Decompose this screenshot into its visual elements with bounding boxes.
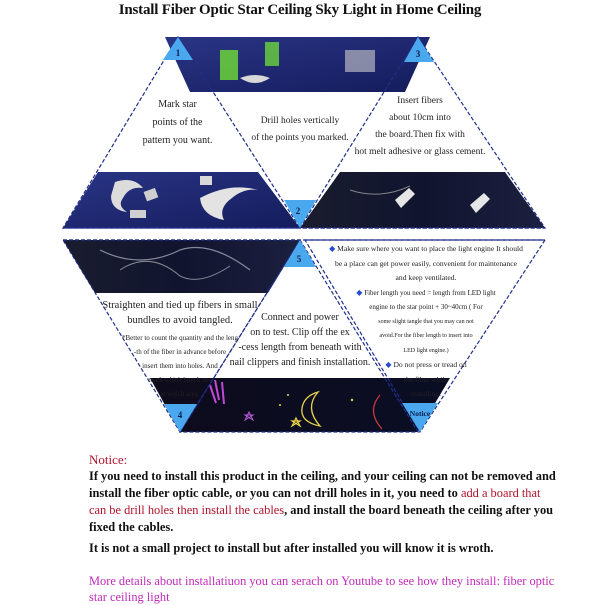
notice-line: installing. [410,389,442,398]
notice-line: Make sure where you want to place the light engine It should [337,244,523,253]
step-5-line: Connect and power [261,312,339,323]
step-4-note-line: mark which bunch use [148,376,212,384]
notice-item-3 [315,358,537,402]
step-4-note-line: insert them into holes. And [142,362,218,370]
notice-line: be a place can get power easily, convenient for maintenance [334,258,518,268]
top-photo-strip [165,37,430,92]
diamond-bullet-icon: ◆ [385,360,392,369]
step-5-line: on to test. Clip off the ex [250,327,350,338]
svg-text:4: 4 [177,410,183,420]
svg-text:3: 3 [415,49,421,59]
step-1-line: Mark star [158,99,197,110]
page-title: Install Fiber Optic Star Ceiling Sky Light in Home Ceiling [118,2,482,18]
notice-text: If you need to install this product in the ceiling, and your ceiling can not be removed and install the fiber optic cable, or you can not drill holes in it, you need to [89,469,556,500]
notice-line: Do not press or tread on [393,360,467,369]
step-4-line: Straighten and tied up fibers in small [102,300,258,311]
notice-line: engine to the star point + 30~40cm ( For [369,303,483,311]
svg-text:1: 1 [175,48,181,58]
step-1-line: pattern you want. [142,135,213,146]
notice-line: and keep ventilated. [395,273,457,282]
notice-item-2 [315,286,537,359]
diamond-bullet-icon: ◆ [356,287,363,297]
svg-text:2: 2 [295,206,301,216]
step-2-line: Drill holes vertically [260,116,340,126]
step-4-note-line: -th of the fiber in advance before [133,348,227,356]
step-4-note-line: at which area. [160,390,200,398]
bottom-left-photo-strip [63,240,300,293]
top-right-photo-strip [300,172,545,228]
step-3-line: the board.Then fix with [375,130,465,140]
notice-item-1 [315,242,537,286]
step-1-line: points of the [152,117,203,128]
step-3-line: hot melt adhesive or glass cement. [354,147,486,157]
more-details-text: More details about installatiuon you can serach on Youtube to see how they install: fiber optic star ceiling light [89,574,555,604]
step-4-note-line: *Better to count the quantity and the leng [121,334,239,342]
diamond-bullet-icon: ◆ [329,244,336,253]
notice-paragraph-2: It is not a small project to install but after installed you will know it is wroth. [89,541,494,555]
notice-highlight: add a board that can be drill holes then install the cables [89,486,541,517]
notice-section [89,452,559,605]
notice-line: LED light engine.) [403,347,449,354]
notice-text: , and install the board beneath the ceiling after you fixed the cables. [89,503,554,534]
step-4-line: bundles to avoid tangled. [127,315,233,326]
step-5-line: -cess length from beneath with [238,342,362,353]
svg-text:Notice: Notice [409,409,431,418]
step-2-line: of the points you marked. [251,133,349,143]
svg-text:5: 5 [296,254,302,264]
notice-heading: Notice: [89,452,128,467]
notice-line: some slight tangle that you may can not [378,318,474,325]
top-left-photo-strip [63,172,300,228]
notice-line: the fiber while [403,374,449,384]
notice-line: Fiber length you need = length from LED light [364,288,496,297]
notice-paragraph-1 [89,468,559,536]
step-5-line: nail clippers and finish installation. [229,357,371,368]
step-3-text [345,93,495,161]
step-3-line: about 10cm into [389,113,451,123]
step-3-line: Insert fibers [397,96,443,106]
notice-triangle-text [315,242,537,402]
notice-line: avoid.For the fiber length to insert into [379,333,473,339]
